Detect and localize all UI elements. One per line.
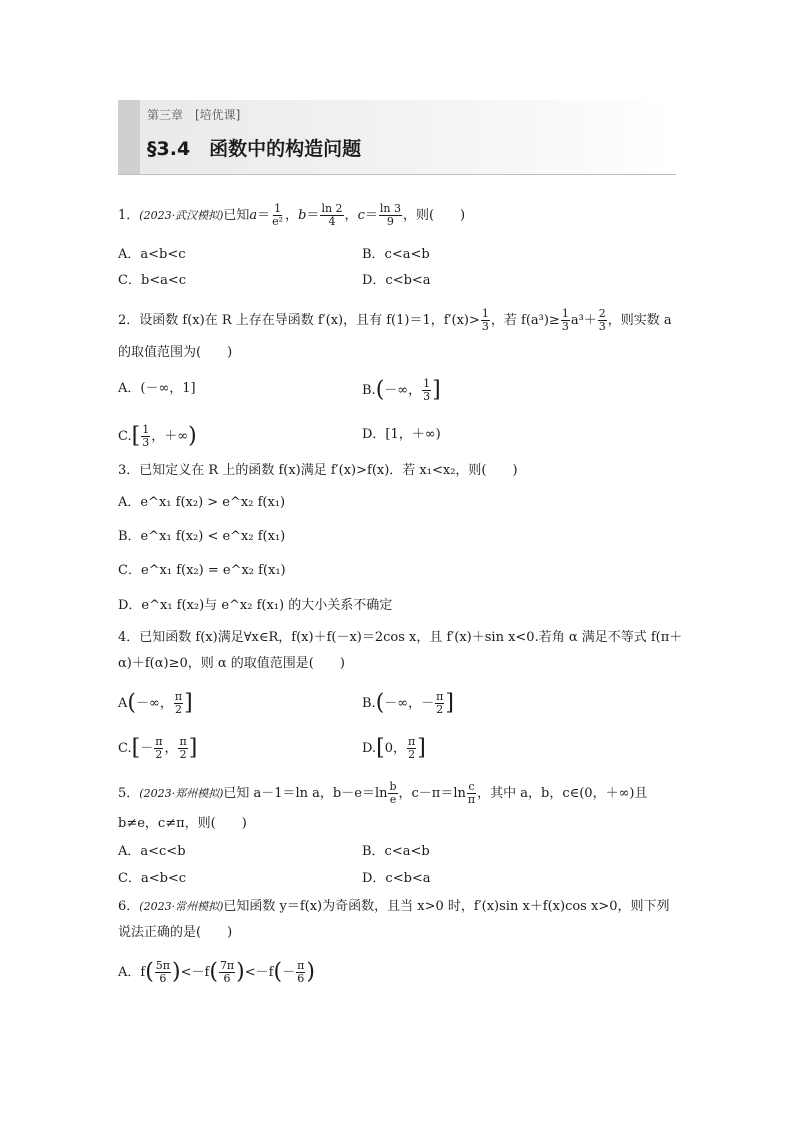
fraction: $\frac{\pi}{2}$ (155, 735, 163, 761)
question-3-stem: 3．已知定义在 R 上的函数 f(x)满足 f′(x)>f(x)．若 x₁<x₂，则( ) (118, 463, 518, 478)
question-5-option-b: B．c<a<b (362, 844, 430, 859)
question-2-option-d: D．[1，＋∞) (362, 427, 441, 442)
question-2-stem: 2．设函数 f(x)在 R 上存在导函数 f′(x)，且有 f(1)＝1，f′(x)> $\frac{1}{3}$ ，若 f(a³)≥ $\frac{1}{3}$ a³＋ $\frac{2}{3}$ ，则实数 a (118, 307, 672, 333)
fraction: $\frac{\pi}{2}$ (436, 690, 444, 716)
header-divider (118, 174, 676, 175)
question-5-option-c: C．a<b<c (118, 871, 187, 886)
question-4-option-b: B.(－∞，－ $\frac{\pi}{2}$ ] (362, 690, 454, 716)
question-3-option-d: D．e^x₁ f(x₂)与 e^x₂ f(x₁) 的大小关系不确定 (118, 598, 393, 613)
header-accent-stripe (118, 100, 140, 174)
question-6-stem: 6．(2023·常州模拟)已知函数 y＝f(x)为奇函数，且当 x>0 时，f′(x)sin x＋f(x)cos x>0，则下列 (118, 899, 670, 914)
fraction: $\frac{1}{3}$ (481, 307, 489, 333)
question-4-stem-line-2: α)＋f(α)≥0，则 α 的取值范围是( ) (118, 656, 345, 671)
fraction: $\frac{5\pi}{6}$ (155, 959, 171, 985)
question-2-option-b: B.(－∞， $\frac{1}{3}$ ] (362, 377, 441, 403)
chapter-label: 第三章 [培优课] (147, 108, 241, 122)
fraction: $\frac{c}{\pi}$ (467, 780, 476, 806)
section-title: §3.4 函数中的构造问题 (147, 138, 362, 160)
question-6-stem-line-2: 说法正确的是( ) (118, 925, 233, 940)
fraction: $\frac{\pi}{2}$ (407, 735, 416, 761)
question-5-stem-line-2: b≠e，c≠π，则( ) (118, 816, 247, 831)
fraction: $\frac{\pi}{6}$ (297, 959, 305, 985)
question-6-option-a: A．f( $\frac{5\pi}{6}$ )<－f( $\frac{7\pi}{6}$ )<－f(－ $\frac{\pi}{6}$ ) (118, 959, 315, 985)
question-5-option-d: D．c<b<a (362, 871, 431, 886)
fraction: $\frac{7\pi}{6}$ (219, 959, 235, 985)
fraction: $\frac{\ln 3}{9}$ (379, 202, 401, 228)
fraction: $\frac{1}{3}$ (561, 307, 569, 333)
question-4-option-d: D.[0， $\frac{\pi}{2}$ ] (362, 735, 426, 761)
fraction: $\frac{1}{3}$ (142, 423, 150, 449)
fraction: $\frac{\pi}{2}$ (174, 690, 183, 716)
question-1-option-d: D．c<b<a (362, 273, 431, 288)
question-4-option-c: C.[－ $\frac{\pi}{2}$ ， $\frac{\pi}{2}$ ] (118, 735, 198, 761)
fraction: $\frac{\ln 2}{4}$ (321, 202, 343, 228)
fraction: $\frac{1}{3}$ (423, 377, 431, 403)
fraction: $\frac{1}{\text{e²}}$ (272, 202, 284, 228)
question-2-option-a: A．(－∞，1] (118, 381, 196, 396)
question-5-option-a: A．a<c<b (118, 844, 186, 859)
fraction: $\frac{2}{3}$ (598, 307, 606, 333)
question-4-stem: 4．已知函数 f(x)满足∀x∈R，f(x)＋f(－x)＝2cos x，且 f′(x)＋sin x<0.若角 α 满足不等式 f(π＋ (118, 630, 683, 645)
question-1-option-a: A．a<b<c (118, 247, 186, 262)
question-1-stem: 1．(2023·武汉模拟)已知a＝ $\frac{1}{\text{e²}}$ ，b＝ $\frac{\ln 2}{4}$ ，c＝ $\frac{\ln 3}{9}$ ，则( ) (118, 202, 466, 228)
question-4-option-a: A(－∞， $\frac{\pi}{2}$ ] (118, 690, 193, 716)
question-3-option-b: B．e^x₁ f(x₂) < e^x₂ f(x₁) (118, 529, 286, 544)
fraction: $\frac{\pi}{2}$ (179, 735, 187, 761)
question-5-stem: 5．(2023·郑州模拟)已知 a－1＝ln a，b－e＝ln $\frac{b}{e}$ ，c－π＝ln $\frac{c}{\pi}$ ，其中 a，b，c∈(0，＋∞)且 (118, 780, 648, 806)
question-2-stem-line-2: 的取值范围为( ) (118, 345, 233, 360)
question-2-option-c: C.[ $\frac{1}{3}$ ，＋∞) (118, 423, 197, 449)
question-1-option-b: B．c<a<b (362, 247, 430, 262)
question-1-option-c: C．b<a<c (118, 273, 187, 288)
question-3-option-a: A．e^x₁ f(x₂) > e^x₂ f(x₁) (118, 495, 286, 510)
question-3-option-c: C．e^x₁ f(x₂) = e^x₂ f(x₁) (118, 563, 286, 578)
fraction: $\frac{b}{e}$ (389, 780, 397, 806)
